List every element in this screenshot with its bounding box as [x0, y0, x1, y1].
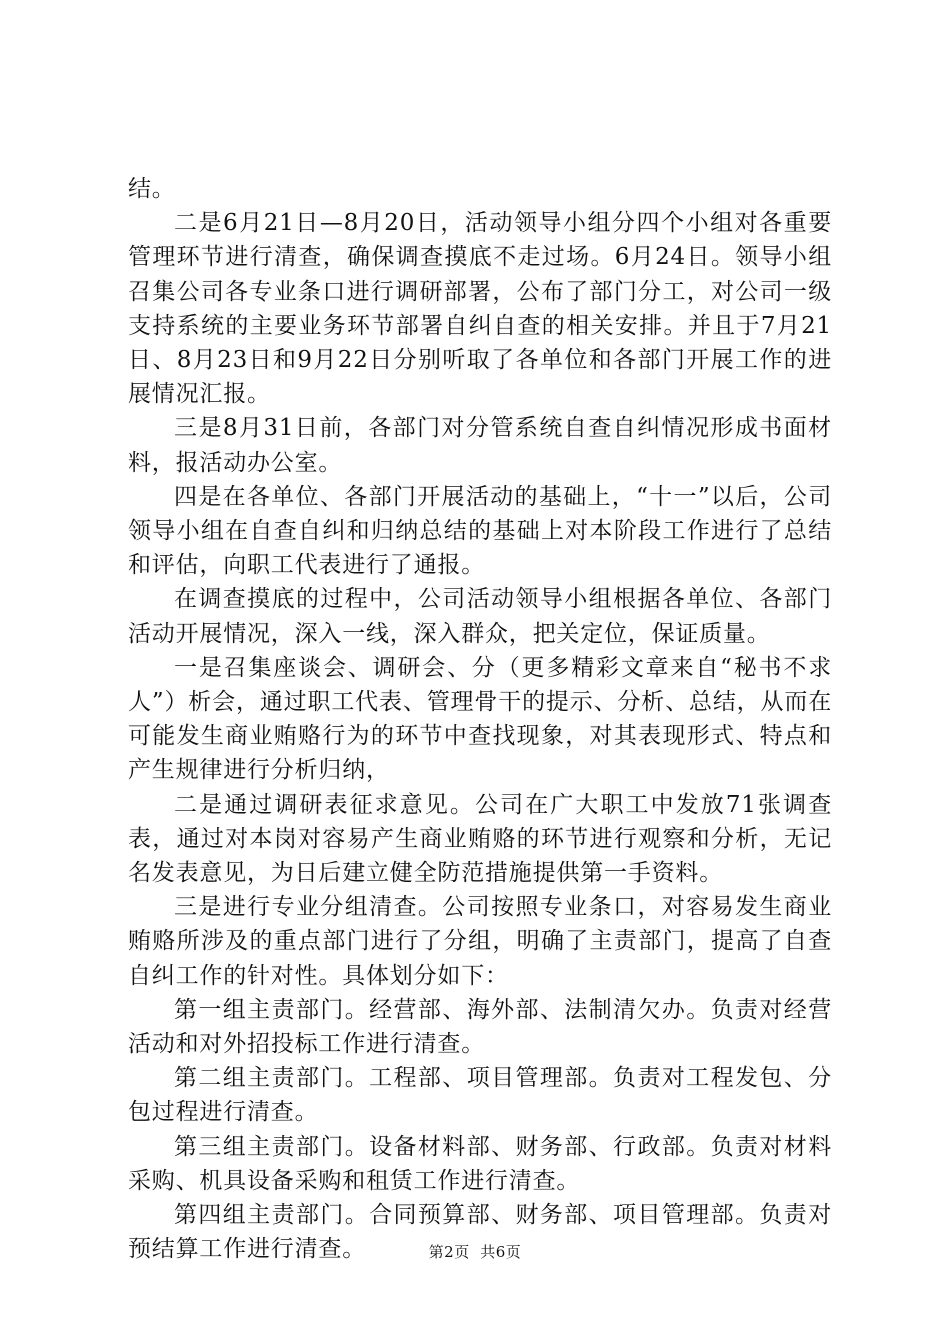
paragraph: 一是召集座谈会、调研会、分（更多精彩文章来自“秘书不求人”）析会，通过职工代表、管理骨干的提示、分析、总结，从而在可能发生商业贿赂行为的环节中查找现象，对其表现形式、特点和产生规律进行分析归纳，	[128, 654, 832, 784]
page-number: 第2页	[428, 1243, 470, 1261]
document-body	[128, 172, 832, 1267]
paragraph: 第二组主责部门。工程部、项目管理部。负责对工程发包、分包过程进行清查。	[128, 1065, 832, 1126]
paragraph: 四是在各单位、各部门开展活动的基础上，“十一”以后，公司领导小组在自查自纠和归纳总结的基础上对本阶段工作进行了总结和评估，向职工代表进行了通报。	[128, 483, 832, 579]
page-total: 共6页	[480, 1243, 522, 1261]
paragraph: 第三组主责部门。设备材料部、财务部、行政部。负责对材料采购、机具设备采购和租赁工作进行清查。	[128, 1133, 832, 1194]
paragraph: 第一组主责部门。经营部、海外部、法制清欠办。负责对经营活动和对外招投标工作进行清查。	[128, 996, 832, 1058]
paragraph: 结。	[128, 176, 176, 202]
paragraph: 三是进行专业分组清查。公司按照专业条口，对容易发生商业贿赂所涉及的重点部门进行了分组，明确了主责部门，提高了自查自纠工作的针对性。具体划分如下：	[128, 894, 832, 989]
page-footer	[0, 1242, 950, 1262]
paragraph: 三是8月31日前，各部门对分管系统自查自纠情况形成书面材料，报活动办公室。	[128, 415, 832, 476]
footer-spacer	[470, 1243, 481, 1261]
paragraph: 第四组主责部门。合同预算部、财务部、项目管理部。负责对预结算工作进行清查。	[128, 1202, 832, 1263]
paragraph: 二是通过调研表征求意见。公司在广大职工中发放71张调查表，通过对本岗对容易产生商业贿赂的环节进行观察和分析，无记名发表意见，为日后建立健全防范措施提供第一手资料。	[128, 791, 832, 887]
paragraph: 在调查摸底的过程中，公司活动领导小组根据各单位、各部门活动开展情况，深入一线，深入群众，把关定位，保证质量。	[128, 586, 832, 647]
paragraph: 二是6月21日—8月20日，活动领导小组分四个小组对各重要管理环节进行清查，确保调查摸底不走过场。6月24日。领导小组召集公司各专业条口进行调研部署，公布了部门分工，对公司一级支持系统的主要业务环节部署自纠自查的相关安排。并且于7月21日、8月23日和9月22日分别听取了各单位和各部门开展工作的进展情况汇报。	[128, 210, 832, 408]
